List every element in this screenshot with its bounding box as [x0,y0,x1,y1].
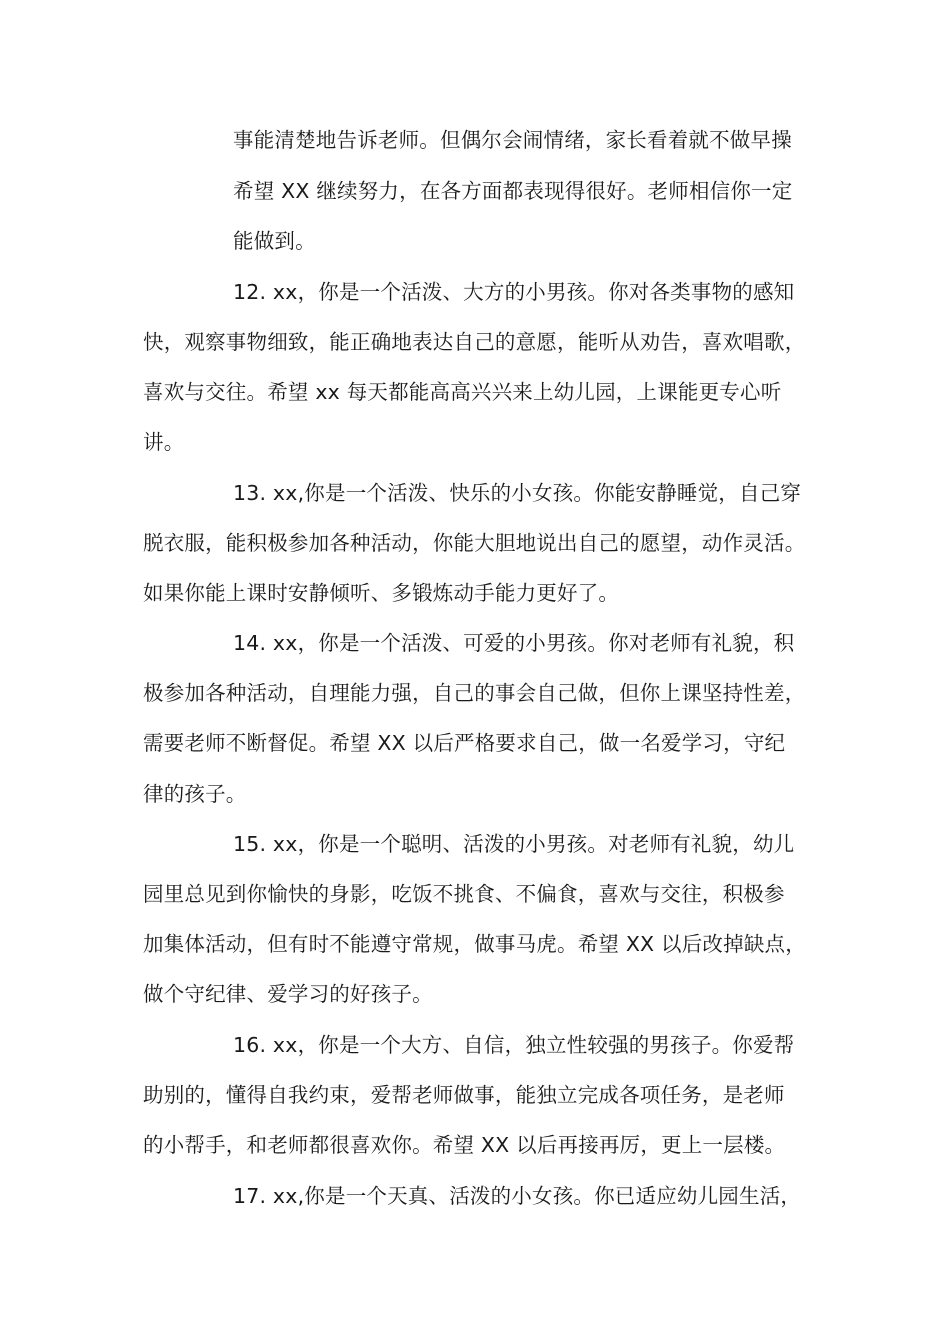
text-line: 助别的，懂得自我约束，爱帮老师做事，能独立完成各项任务，是老师 [143,1083,785,1107]
text-line: 园里总见到你愉快的身影，吃饭不挑食、不偏食，喜欢与交往，积极参 [143,882,785,906]
text-line: 快，观察事物细致，能正确地表达自己的意愿，能听从劝告，喜欢唱歌， [143,330,806,354]
paragraph-16-first-line: 16. xx，你是一个大方、自信，独立性较强的男孩子。你爱帮 [233,1033,795,1057]
text-line: 做个守纪律、爱学习的好孩子。 [143,982,433,1006]
text-line: 讲。 [143,430,185,454]
text-line: 的小帮手，和老师都很喜欢你。希望 XX 以后再接再厉，更上一层楼。 [143,1133,786,1157]
paragraph-13-first-line: 13. xx,你是一个活泼、快乐的小女孩。你能安静睡觉，自己穿 [233,481,802,505]
text-line: 加集体活动，但有时不能遵守常规，做事马虎。希望 XX 以后改掉缺点， [143,932,806,956]
text-line: 律的孩子。 [143,782,247,806]
paragraph-15-first-line: 15. xx，你是一个聪明、活泼的小男孩。对老师有礼貌，幼儿 [233,832,795,856]
paragraph-14-first-line: 14. xx，你是一个活泼、可爱的小男孩。你对老师有礼貌，积 [233,631,795,655]
paragraph-12-first-line: 12. xx，你是一个活泼、大方的小男孩。你对各类事物的感知 [233,280,795,304]
text-line: 希望 XX 继续努力，在各方面都表现得很好。老师相信你一定 [233,179,793,203]
text-line: 极参加各种活动，自理能力强，自己的事会自己做，但你上课坚持性差， [143,681,806,705]
text-line: 需要老师不断督促。希望 XX 以后严格要求自己，做一名爱学习，守纪 [143,731,786,755]
text-line: 喜欢与交往。希望 xx 每天都能高高兴兴来上幼儿园，上课能更专心听 [143,380,782,404]
text-line: 能做到。 [233,229,316,253]
text-line: 脱衣服，能积极参加各种活动，你能大胆地说出自己的愿望，动作灵活。 [143,531,806,555]
text-line: 事能清楚地告诉老师。但偶尔会闹情绪，家长看着就不做早操 [233,128,792,152]
paragraph-17-first-line: 17. xx,你是一个天真、活泼的小女孩。你已适应幼儿园生活， [233,1184,802,1208]
text-line: 如果你能上课时安静倾听、多锻炼动手能力更好了。 [143,581,620,605]
